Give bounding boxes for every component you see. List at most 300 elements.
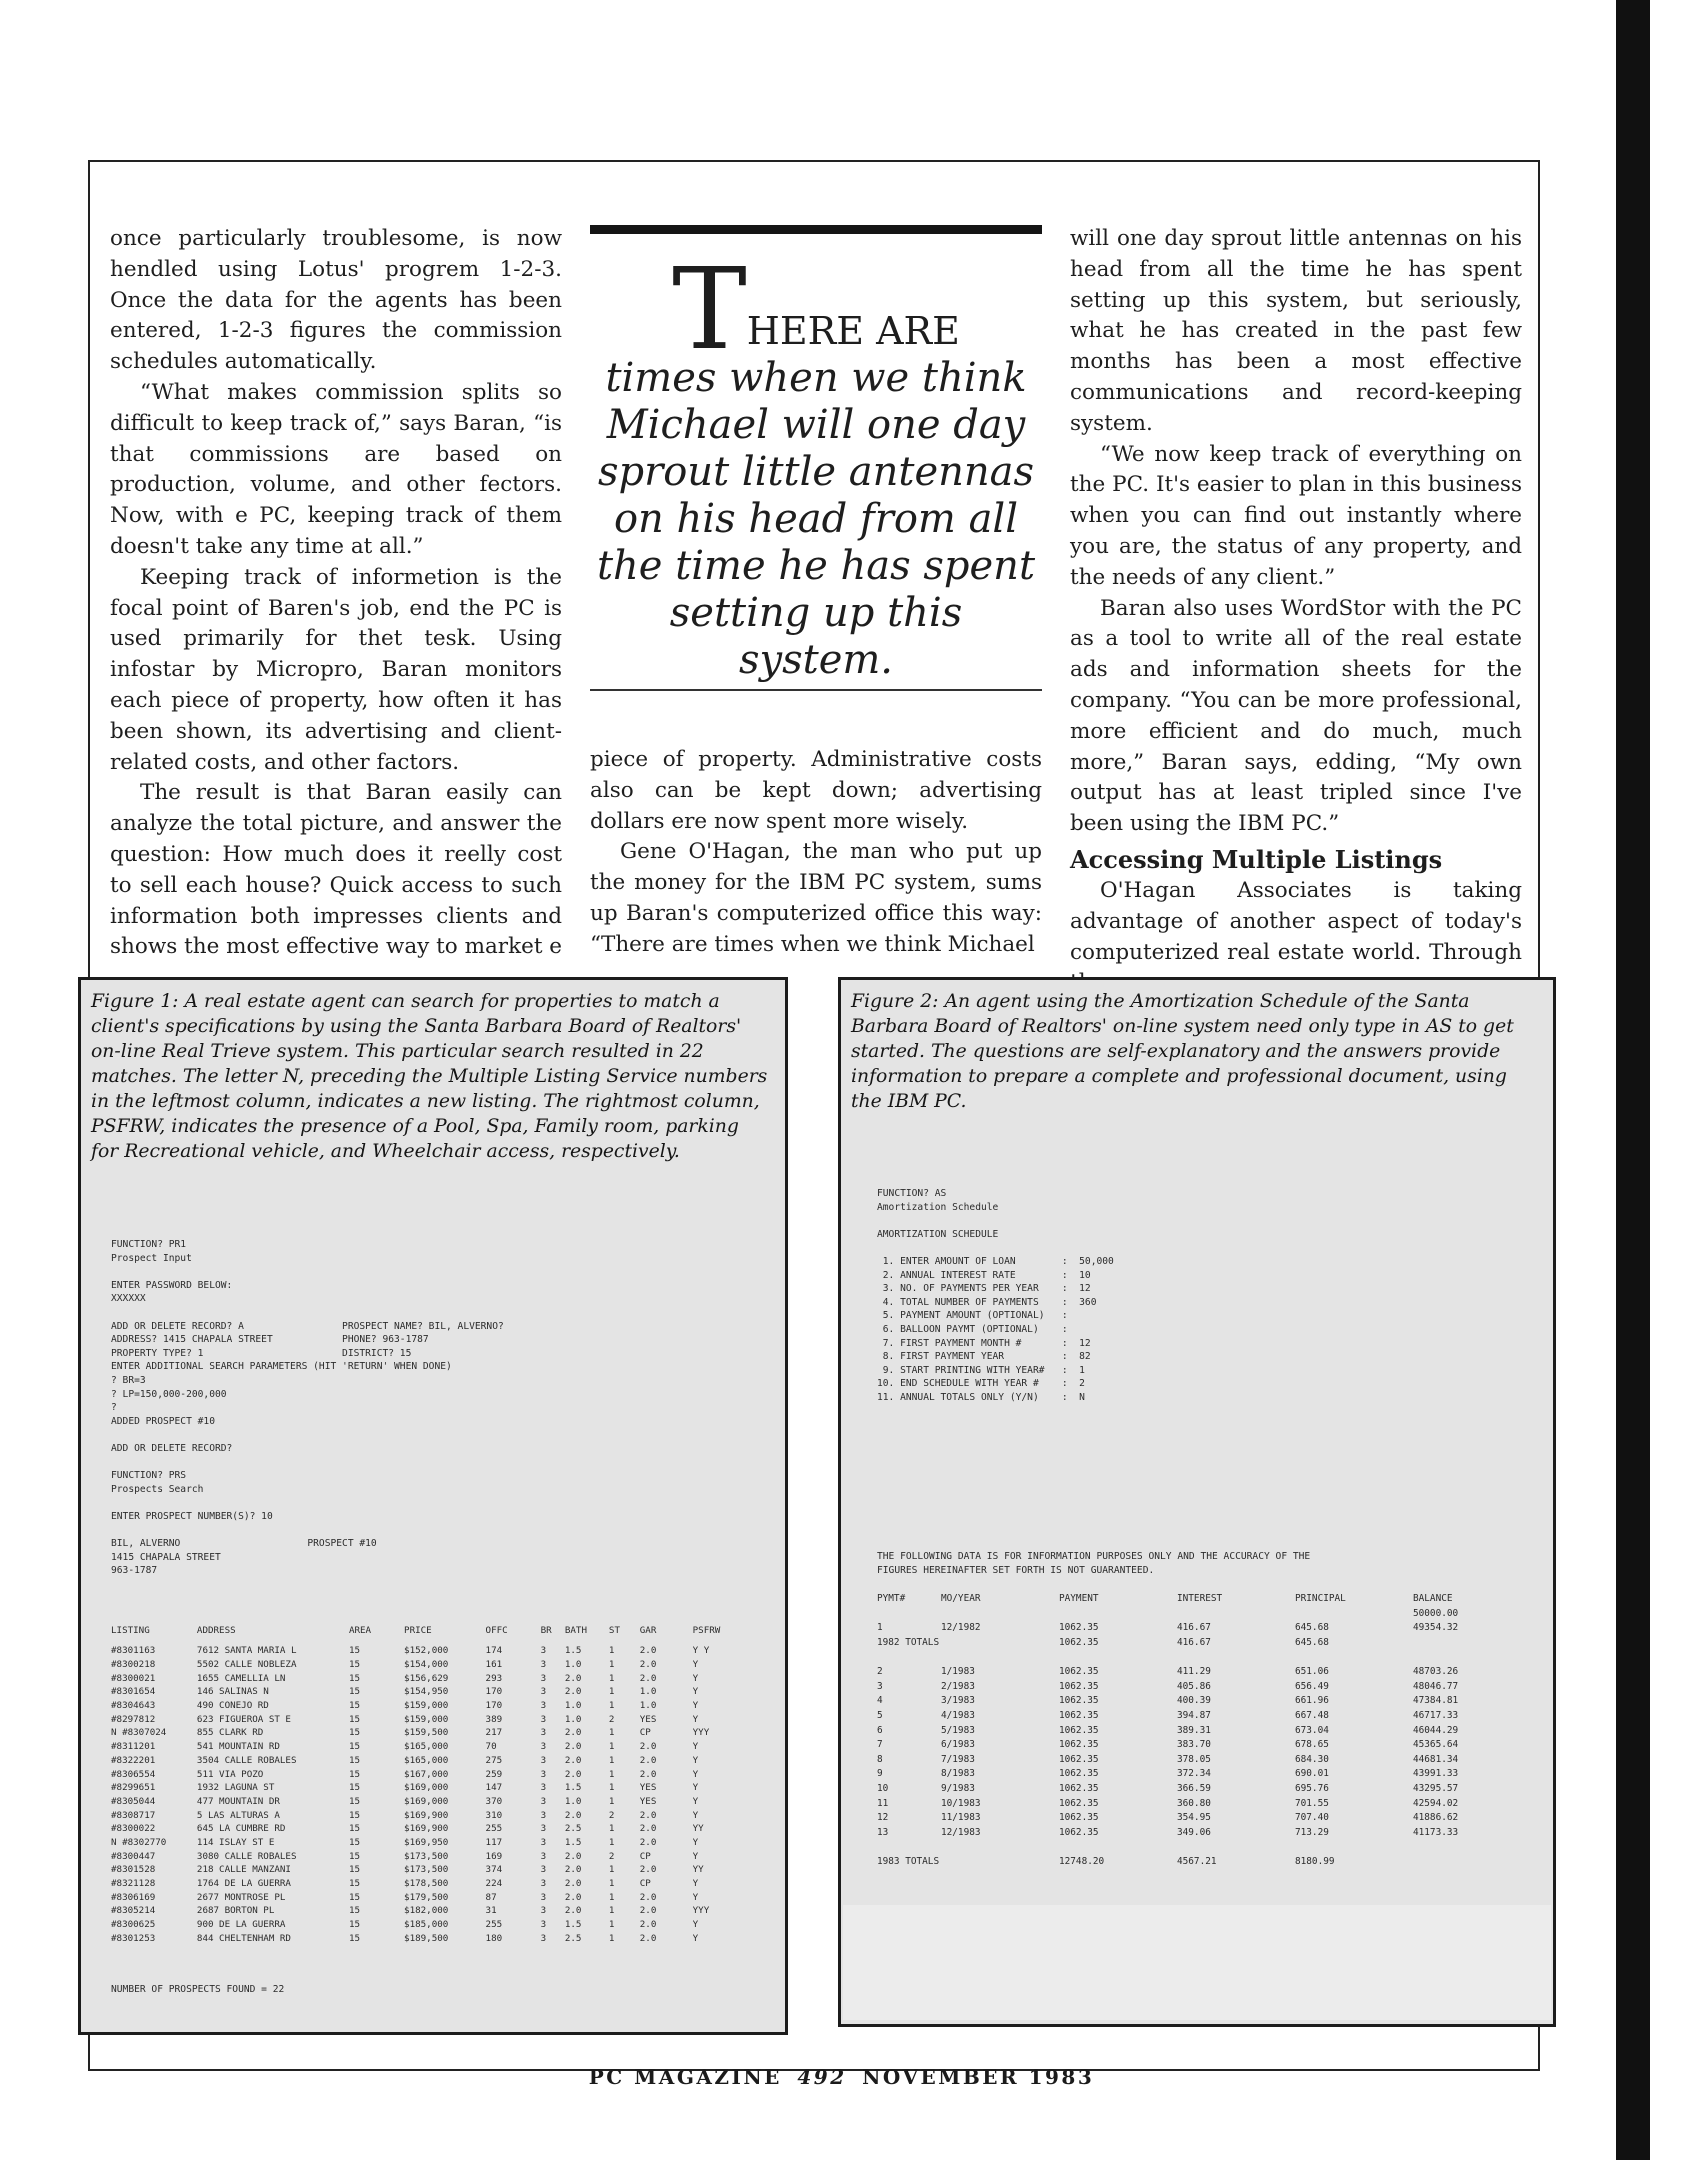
magazine-name: PC MAGAZINE — [588, 2065, 782, 2089]
table-cell: 1 — [608, 1919, 615, 1931]
table-cell: 3 — [540, 1768, 547, 1780]
table-cell: 684.30 — [1295, 1753, 1329, 1765]
table-cell: 2.0 — [639, 1659, 657, 1671]
table-cell: 1062.35 — [1059, 1782, 1099, 1794]
table-cell: 15 — [348, 1919, 361, 1931]
pull-quote — [590, 225, 1042, 695]
table-cell: $182,000 — [404, 1905, 449, 1917]
table-cell: #8305044 — [111, 1795, 156, 1807]
table-cell: 48046.77 — [1413, 1680, 1459, 1692]
column-header: OFFC — [485, 1624, 508, 1636]
opening-balance-row — [877, 1606, 1537, 1621]
table-cell: 15 — [348, 1836, 361, 1848]
table-row — [111, 1795, 761, 1809]
table-cell: 541 MOUNTAIN RD — [196, 1741, 280, 1753]
table-cell: 12748.20 — [1059, 1855, 1105, 1867]
table-cell: 1 — [608, 1768, 615, 1780]
table-cell: 48703.26 — [1413, 1666, 1459, 1678]
pull-quote-text — [590, 245, 1042, 684]
table-cell: 170 — [485, 1686, 503, 1698]
table-cell: 366.59 — [1177, 1782, 1211, 1794]
table-cell: $154,950 — [404, 1686, 449, 1698]
table-cell: 2 — [608, 1809, 615, 1821]
table-cell: $152,000 — [404, 1645, 449, 1657]
table-cell: #8305214 — [111, 1905, 156, 1917]
table-row — [111, 1767, 761, 1781]
table-cell: 1 — [608, 1932, 615, 1944]
table-cell: 293 — [485, 1672, 503, 1684]
article-column-2 — [590, 745, 1042, 961]
column-header: BR — [540, 1624, 552, 1636]
table-row — [877, 1840, 1537, 1855]
table-cell: 4 — [877, 1695, 883, 1707]
table-cell: 5/1983 — [941, 1724, 975, 1736]
table-cell: 3504 CALLE ROBALES — [196, 1754, 297, 1766]
table-cell: Y — [692, 1768, 699, 1780]
table-cell: 651.06 — [1295, 1666, 1329, 1678]
table-cell: 1.0 — [639, 1686, 657, 1698]
table-cell: $178,500 — [404, 1878, 449, 1890]
pull-quote-top-bar — [590, 225, 1042, 234]
table-cell: Y — [692, 1850, 699, 1862]
table-row — [877, 1752, 1537, 1767]
table-cell: 8/1983 — [941, 1768, 975, 1780]
table-cell: 1062.35 — [1059, 1812, 1099, 1824]
table-cell: 2.0 — [564, 1850, 582, 1862]
table-cell: 695.76 — [1295, 1782, 1329, 1794]
paragraph: “What makes commission splits so difficult to keep track of,” says Baran, “is that commissions are based on production, volume, and other fectors. Now, with e PC, keeping track of them doesn't take any time at all.” — [110, 379, 562, 559]
table-cell: 2.0 — [564, 1864, 582, 1876]
table-row — [111, 1904, 761, 1918]
table-cell: 114 ISLAY ST E — [196, 1836, 275, 1848]
table-cell: 1 — [608, 1891, 615, 1903]
table-cell: 15 — [348, 1823, 361, 1835]
table-cell: 31 — [485, 1905, 497, 1917]
table-cell — [1177, 1650, 1295, 1665]
table-row — [111, 1712, 761, 1726]
table-cell: 5502 CALLE NOBLEZA — [196, 1659, 297, 1671]
table-cell: $156,629 — [404, 1672, 449, 1684]
table-cell: 3 — [540, 1905, 547, 1917]
table-cell: 161 — [485, 1659, 503, 1671]
table-cell: 2/1983 — [941, 1680, 975, 1692]
table-cell: #8308717 — [111, 1809, 156, 1821]
table-cell: 15 — [348, 1741, 361, 1753]
table-cell: Y Y — [692, 1645, 710, 1657]
table-cell: 1.0 — [639, 1700, 657, 1712]
table-cell: 224 — [485, 1878, 503, 1890]
table-cell: 47384.81 — [1413, 1695, 1459, 1707]
table-cell: 275 — [485, 1754, 503, 1766]
table-cell — [1413, 1650, 1537, 1665]
table-cell: 3 — [540, 1809, 547, 1821]
caption-text: Figure 1: A real estate agent can search for properties to match a client's specifications by using the Santa Barbara Board of Realtors' on-line Real Trieve system. This particular search resulted in 22 matches. The letter N, preceding the Multiple Listing Service numbers in the leftmost column, indicates a new listing. The rightmost column, PSFRW, indicates the presence of a Pool, Spa, Family room, parking for Recreational vehicle, and Wheelchair access, respectively. — [91, 991, 768, 1162]
table-row — [877, 1781, 1537, 1796]
table-cell: 1.0 — [564, 1700, 582, 1712]
table-cell: 389.31 — [1177, 1724, 1211, 1736]
table-cell: 374 — [485, 1864, 503, 1876]
table-cell: 2.0 — [564, 1768, 582, 1780]
table-cell: Y — [692, 1659, 699, 1671]
table-cell: 70 — [485, 1741, 497, 1753]
table-cell: 43991.33 — [1413, 1768, 1459, 1780]
table-row — [877, 1825, 1537, 1840]
table-cell: $189,500 — [404, 1932, 449, 1944]
table-cell: 3 — [540, 1782, 547, 1794]
table-cell: 3 — [540, 1878, 547, 1890]
table-cell: 1 — [608, 1741, 615, 1753]
table-cell: #8300218 — [111, 1659, 156, 1671]
table-cell — [1295, 1650, 1413, 1665]
column-header: PAYMENT — [1059, 1592, 1099, 1604]
table-cell: 2.0 — [564, 1672, 582, 1684]
table-cell: 3 — [540, 1727, 547, 1739]
table-cell: 49354.32 — [1413, 1622, 1459, 1634]
table-cell: 3 — [540, 1686, 547, 1698]
table-cell: $169,950 — [404, 1836, 449, 1848]
table-cell: 2.0 — [639, 1932, 657, 1944]
table-cell: #8304643 — [111, 1700, 156, 1712]
table-cell: #8301253 — [111, 1932, 156, 1944]
table-cell: 656.49 — [1295, 1680, 1329, 1692]
table-row — [111, 1849, 761, 1863]
column-header: PYMT# — [877, 1592, 906, 1604]
paragraph: Keeping track of informetion is the focal point of Baren's job, end the PC is used primarily for thet tesk. Using infostar by Micropro, Baran monitors each piece of property, how often it has been shown, its advertising and client-related costs, and other factors. — [110, 564, 562, 775]
table-cell: 1.0 — [564, 1795, 582, 1807]
issue-date: NOVEMBER 1983 — [862, 2065, 1095, 2089]
page-number: 492 — [797, 2065, 847, 2089]
table-cell: 3 — [540, 1823, 547, 1835]
table-cell: 389 — [485, 1713, 503, 1725]
table-cell: 1 — [608, 1645, 615, 1657]
table-cell: 15 — [348, 1686, 361, 1698]
table-cell: 1/1983 — [941, 1666, 975, 1678]
pull-quote-lead: HERE ARE — [746, 309, 960, 353]
table-cell: N #8307024 — [111, 1727, 167, 1739]
table-cell: 4567.21 — [1177, 1855, 1217, 1867]
table-cell: 1 — [608, 1782, 615, 1794]
table-cell: 1062.35 — [1059, 1826, 1099, 1838]
table-cell: 45365.64 — [1413, 1739, 1459, 1751]
table-cell: 3 — [540, 1850, 547, 1862]
table-cell — [941, 1840, 1059, 1855]
column-header: BALANCE — [1413, 1592, 1453, 1604]
table-cell: 15 — [348, 1645, 361, 1657]
table-cell: 1062.35 — [1059, 1666, 1099, 1678]
column-header: PRINCIPAL — [1295, 1592, 1346, 1604]
table-cell: 259 — [485, 1768, 503, 1780]
table-cell: 117 — [485, 1836, 503, 1848]
table-cell: 2.0 — [564, 1754, 582, 1766]
table-row — [111, 1890, 761, 1904]
table-cell: 400.39 — [1177, 1695, 1211, 1707]
table-cell — [941, 1635, 1059, 1650]
table-cell: 411.29 — [1177, 1666, 1211, 1678]
table-row — [111, 1754, 761, 1768]
table-cell: #8301528 — [111, 1864, 156, 1876]
table-cell — [1059, 1840, 1177, 1855]
scan-edge-strip — [1616, 0, 1650, 2160]
table-cell: 15 — [348, 1700, 361, 1712]
column-header: ST — [608, 1624, 620, 1636]
column-header: ADDRESS — [196, 1624, 236, 1636]
table-cell: 4/1983 — [941, 1709, 975, 1721]
table-cell: 1655 CAMELLIA LN — [196, 1672, 286, 1684]
table-cell: 1982 TOTALS — [877, 1636, 940, 1648]
table-cell: 3 — [540, 1932, 547, 1944]
table-cell: 15 — [348, 1659, 361, 1671]
table-row — [111, 1658, 761, 1672]
table-cell: 2.0 — [564, 1878, 582, 1890]
table-cell: 15 — [348, 1809, 361, 1821]
table-cell: 2.0 — [639, 1905, 657, 1917]
column-header: AREA — [348, 1624, 372, 1636]
table-cell: 900 DE LA GUERRA — [196, 1919, 286, 1931]
table-cell: 1 — [608, 1836, 615, 1848]
table-row — [877, 1635, 1537, 1650]
table-cell: 360.80 — [1177, 1797, 1211, 1809]
pull-quote-body: times when we think Michael will one day sprout little antennas on his head from all the time he has spent setting up this system. — [596, 355, 1036, 683]
table-cell: 3 — [540, 1645, 547, 1657]
table-cell: 41173.33 — [1413, 1826, 1459, 1838]
amortization-table — [877, 1590, 1537, 1869]
table-cell: 42594.02 — [1413, 1797, 1459, 1809]
table-row — [111, 1685, 761, 1699]
table-cell: 2 — [608, 1713, 615, 1725]
page-footer — [0, 2065, 1683, 2089]
listing-table — [111, 1622, 761, 1945]
table-cell: Y — [692, 1782, 699, 1794]
table-cell: 2.0 — [639, 1754, 657, 1766]
table-cell: #8321128 — [111, 1878, 156, 1890]
table-cell: 1 — [608, 1754, 615, 1766]
table-cell: YES — [639, 1795, 657, 1807]
table-cell: #8299651 — [111, 1782, 156, 1794]
table-row — [111, 1808, 761, 1822]
table-cell: Y — [692, 1809, 699, 1821]
table-cell: 707.40 — [1295, 1812, 1329, 1824]
table-cell: 255 — [485, 1823, 503, 1835]
table-cell: 661.96 — [1295, 1695, 1329, 1707]
table-cell: 41886.62 — [1413, 1812, 1459, 1824]
table-cell: CP — [639, 1878, 651, 1890]
table-row — [877, 1664, 1537, 1679]
table-cell: 1.5 — [564, 1645, 582, 1657]
table-cell: 3 — [540, 1741, 547, 1753]
table-cell: 1932 LAGUNA ST — [196, 1782, 275, 1794]
table-row — [111, 1863, 761, 1877]
table-cell: 3 — [540, 1836, 547, 1848]
table-cell: 1062.35 — [1059, 1724, 1099, 1736]
table-cell — [941, 1854, 1059, 1869]
table-cell: YES — [639, 1713, 657, 1725]
table-cell: 15 — [348, 1782, 361, 1794]
table-cell: $159,000 — [404, 1713, 449, 1725]
table-cell: #8300021 — [111, 1672, 156, 1684]
column-header: INTEREST — [1177, 1592, 1223, 1604]
table-cell: 416.67 — [1177, 1636, 1211, 1648]
table-cell: 1.0 — [564, 1659, 582, 1671]
table-cell: #8311201 — [111, 1741, 156, 1753]
table-cell: $165,000 — [404, 1754, 449, 1766]
table-row — [877, 1694, 1537, 1709]
listing-header-row — [111, 1622, 761, 1644]
column-header: BATH — [564, 1624, 587, 1636]
table-cell: 1062.35 — [1059, 1709, 1099, 1721]
table-cell: 1 — [608, 1727, 615, 1739]
table-cell: 2.0 — [639, 1919, 657, 1931]
prospects-found-line: NUMBER OF PROSPECTS FOUND = 22 — [111, 1984, 285, 1995]
table-cell: #8301163 — [111, 1645, 156, 1657]
table-cell: 5 LAS ALTURAS A — [196, 1809, 280, 1821]
table-cell — [1413, 1840, 1537, 1855]
table-cell: 255 — [485, 1919, 503, 1931]
table-cell: 1.5 — [564, 1919, 582, 1931]
table-cell — [1413, 1635, 1537, 1650]
table-cell — [1295, 1840, 1413, 1855]
amortization-input-terminal: FUNCTION? AS Amortization Schedule AMORTIZATION SCHEDULE 1. ENTER AMOUNT OF LOAN : 50,000 2. ANNUAL INTEREST RATE : 10 3. NO. OF PAYMENTS PER YEAR : 12 4. TOTAL NUMBER OF PAYMENTS : 360 5. PAYMENT AMOUNT (OPTIONAL) : 6. BALLOON PAYMT (OPTIONAL) : 7. FIRST PAYMENT MONTH # : 12 8. FIRST PAYMENT YEAR : 82 9. START PRINTING WITH YEAR# : 1 10. END SCHEDULE WITH YEAR # : 2 11. ANNUAL TOTALS ONLY (Y/N) : N — [877, 1188, 1114, 1403]
column-header: GAR — [639, 1624, 657, 1636]
table-cell: 15 — [348, 1878, 361, 1890]
listing-body — [111, 1644, 761, 1945]
table-cell: 855 CLARK RD — [196, 1727, 264, 1739]
table-cell: $165,000 — [404, 1741, 449, 1753]
table-cell — [941, 1650, 1059, 1665]
table-row — [877, 1650, 1537, 1665]
table-cell: #8322201 — [111, 1754, 156, 1766]
table-cell: 10 — [877, 1782, 889, 1794]
table-row — [877, 1679, 1537, 1694]
table-cell: YY — [692, 1864, 704, 1876]
table-cell: 11/1983 — [941, 1812, 981, 1824]
table-cell: 690.01 — [1295, 1768, 1329, 1780]
paragraph: “We now keep track of everything on the PC. It's easier to plan in this business when you can find out instantly where you are, the status of any property, and the needs of any client.” — [1070, 441, 1522, 590]
table-cell: 701.55 — [1295, 1797, 1329, 1809]
table-cell: 3 — [540, 1891, 547, 1903]
table-cell: 511 VIA POZO — [196, 1768, 264, 1780]
table-cell: 3 — [877, 1680, 883, 1692]
table-cell: 8 — [877, 1753, 883, 1765]
section-subheading: Accessing Multiple Listings — [1070, 844, 1443, 874]
table-cell: 416.67 — [1177, 1622, 1211, 1634]
table-cell: 673.04 — [1295, 1724, 1329, 1736]
caption-text: Figure 2: An agent using the Amortization Schedule of the Santa Barbara Board of Realtors' on-line system need only type in AS to get started. The questions are self-explanatory and the answers provide information to prepare a complete and professional document, using the IBM PC. — [851, 991, 1514, 1112]
table-cell: #8300625 — [111, 1919, 156, 1931]
table-cell: $167,000 — [404, 1768, 449, 1780]
table-cell: $169,900 — [404, 1823, 449, 1835]
table-cell: 3/1983 — [941, 1695, 975, 1707]
table-cell: Y — [692, 1741, 699, 1753]
table-cell: 6 — [877, 1724, 883, 1736]
table-cell: 3 — [540, 1754, 547, 1766]
table-row — [111, 1740, 761, 1754]
table-cell: $154,000 — [404, 1659, 449, 1671]
table-cell: 2.5 — [564, 1932, 582, 1944]
table-cell: 2.0 — [564, 1905, 582, 1917]
table-cell: $173,500 — [404, 1864, 449, 1876]
table-cell: 1 — [608, 1795, 615, 1807]
table-cell: 8180.99 — [1295, 1855, 1335, 1867]
paragraph: once particularly troublesome, is now hendled using Lotus' progrem 1-2-3. Once the data for the agents has been entered, 1-2-3 figures the commission schedules automatically. — [110, 226, 562, 375]
table-cell: 217 — [485, 1727, 503, 1739]
table-cell: 1 — [608, 1878, 615, 1890]
table-cell: 378.05 — [1177, 1753, 1211, 1765]
table-cell: Y — [692, 1919, 699, 1931]
table-cell: 3 — [540, 1672, 547, 1684]
table-row — [877, 1723, 1537, 1738]
pull-quote-bottom-rule — [590, 689, 1042, 691]
table-cell: 1.5 — [564, 1836, 582, 1848]
column-header: PSFRW — [692, 1624, 721, 1636]
table-cell: 844 CHELTENHAM RD — [196, 1932, 291, 1944]
table-cell: 2.5 — [564, 1823, 582, 1835]
table-cell: $173,500 — [404, 1850, 449, 1862]
paragraph: will one day sprout little antennas on his head from all the time he has spent setting up this system, but seriously, what he has created in the past few months has been a most effective communications and record-keeping system. — [1070, 226, 1522, 436]
table-cell: 3 — [540, 1700, 547, 1712]
table-cell: 11 — [877, 1797, 889, 1809]
paragraph: Baran also uses WordStor with the PC as a tool to write all of the real estate ads and information sheets for the company. “You can be more professional, more efficient and do much, much more,” Baran says, edding, “My own output has at least tripled since I've been using the IBM PC.” — [1070, 595, 1522, 837]
table-cell: 12 — [877, 1812, 889, 1824]
table-cell: 15 — [348, 1932, 361, 1944]
table-row — [877, 1767, 1537, 1782]
table-cell: 1983 TOTALS — [877, 1855, 940, 1867]
table-cell: $159,500 — [404, 1727, 449, 1739]
table-cell: 1 — [608, 1659, 615, 1671]
table-row — [111, 1671, 761, 1685]
column-header: PRICE — [404, 1624, 432, 1636]
table-cell: 12/1982 — [941, 1622, 981, 1634]
table-cell: 2677 MONTROSE PL — [196, 1891, 286, 1903]
figure-2-caption — [851, 989, 1543, 1114]
table-cell: Y — [692, 1672, 699, 1684]
table-cell: 15 — [348, 1672, 361, 1684]
table-cell: Y — [692, 1754, 699, 1766]
table-cell: 1764 DE LA GUERRA — [196, 1878, 291, 1890]
table-cell: 2.0 — [564, 1809, 582, 1821]
table-row — [877, 1621, 1537, 1636]
table-cell: 2.0 — [564, 1727, 582, 1739]
table-cell — [1177, 1840, 1295, 1855]
table-cell: 1062.35 — [1059, 1768, 1099, 1780]
table-cell: 1062.35 — [1059, 1636, 1099, 1648]
table-cell: Y — [692, 1932, 699, 1944]
table-cell: 349.06 — [1177, 1826, 1211, 1838]
table-cell: 87 — [485, 1891, 497, 1903]
table-cell: 1062.35 — [1059, 1695, 1099, 1707]
table-cell: 15 — [348, 1768, 361, 1780]
table-row — [111, 1644, 761, 1658]
table-cell: 2.0 — [639, 1891, 657, 1903]
table-cell: 1.0 — [564, 1713, 582, 1725]
table-cell: 218 CALLE MANZANI — [196, 1864, 291, 1876]
table-cell: Y — [692, 1891, 699, 1903]
table-cell: 7 — [877, 1739, 883, 1751]
table-row — [111, 1822, 761, 1836]
table-row — [877, 1737, 1537, 1752]
table-row — [111, 1931, 761, 1945]
drop-cap: T — [672, 245, 747, 375]
table-cell: 170 — [485, 1700, 503, 1712]
paragraph: Gene O'Hagan, the man who put up the money for the IBM PC system, sums up Baran's computerized office this way: “There are times when we think Michael — [590, 839, 1042, 957]
table-cell — [877, 1840, 941, 1855]
table-cell: 1 — [608, 1864, 615, 1876]
table-cell: 13 — [877, 1826, 889, 1838]
table-cell: 2.0 — [564, 1891, 582, 1903]
table-cell: 2.0 — [639, 1809, 657, 1821]
table-cell: 713.29 — [1295, 1826, 1329, 1838]
screen-fade-area — [843, 1905, 1551, 2020]
table-cell: 645 LA CUMBRE RD — [196, 1823, 286, 1835]
